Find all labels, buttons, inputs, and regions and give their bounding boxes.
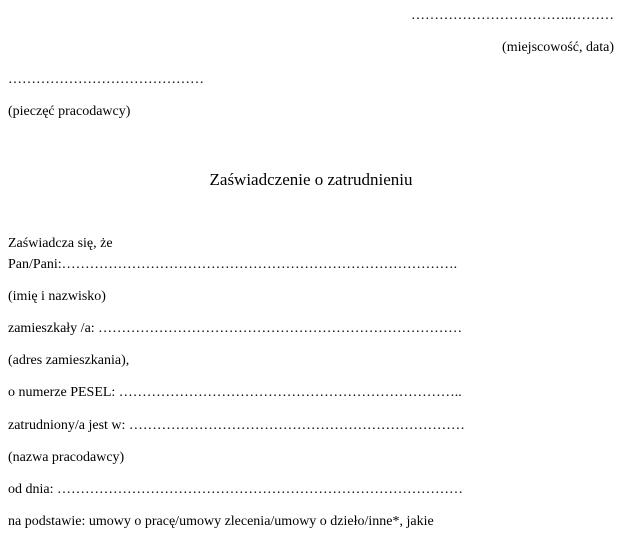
- place-date-label: (miejscowość, data): [502, 40, 614, 55]
- employer-label: (nazwa pracodawcy): [8, 450, 125, 465]
- name-label: (imię i nazwisko): [8, 289, 106, 304]
- address-line: zamieszkały /a: ……………………………………………………………………: [8, 321, 463, 336]
- address-label: (adres zamieszkania),: [8, 353, 130, 368]
- place-date-dots: ……………………………..………: [411, 8, 614, 23]
- employed-line: zatrudniony/a jest w: ………………………………………………………………: [8, 418, 465, 433]
- pesel-line: o numerze PESEL: ………………………………………………………………..: [8, 385, 462, 400]
- document-title: Zaświadczenie o zatrudnieniu: [209, 170, 413, 189]
- stamp-dots: ……………………………………: [8, 72, 204, 87]
- basis-line: na podstawie: umowy o pracę/umowy zlecenia/umowy o dzieło/inne*, jakie: [8, 514, 434, 529]
- certify-text: Zaświadcza się, że: [8, 236, 113, 251]
- stamp-label: (pieczęć pracodawcy): [8, 104, 131, 119]
- from-date-line: od dnia: ……………………………………………………………………………: [8, 482, 463, 497]
- name-line: Pan/Pani:………………………………………………………………………….: [8, 257, 458, 272]
